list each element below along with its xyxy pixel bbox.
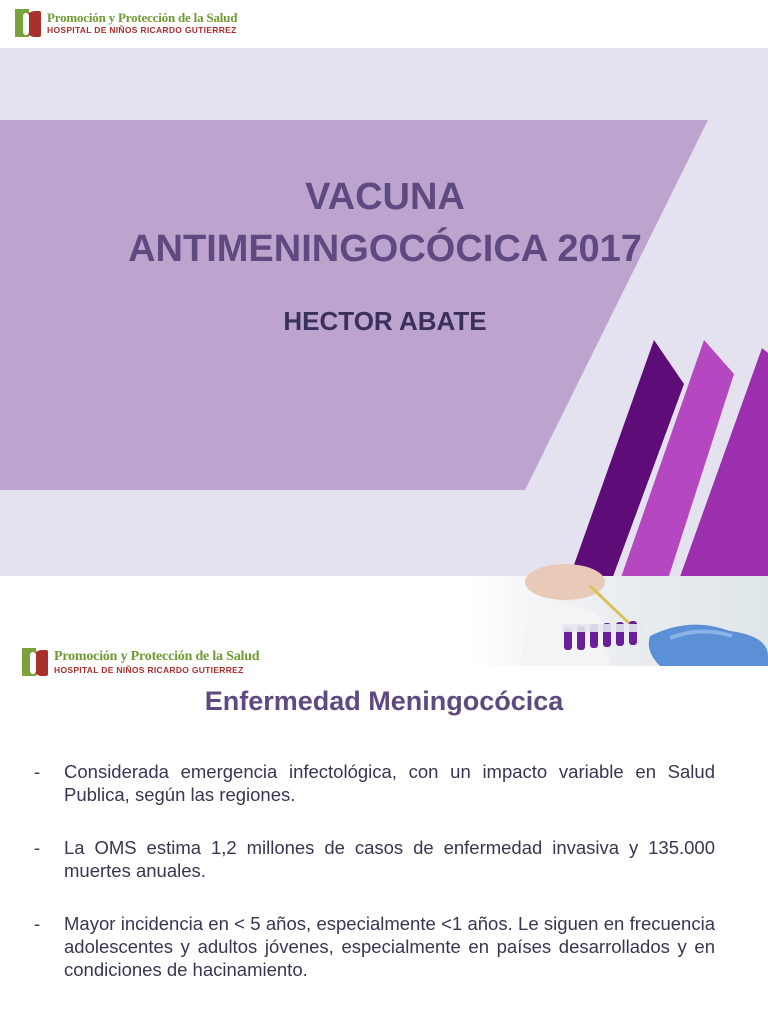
bullet-marker: - xyxy=(34,837,41,858)
bullet-text: La OMS estima 1,2 millones de casos de enfermedad invasiva y 135.000 muertes anuales. xyxy=(64,837,715,881)
list-item xyxy=(34,912,715,981)
slide-hospital-logo xyxy=(22,648,259,676)
top-header xyxy=(0,0,768,48)
slide-author: HECTOR ABATE xyxy=(283,306,487,336)
list-item xyxy=(34,836,715,882)
title-slide xyxy=(0,48,768,675)
logo-hospital: HOSPITAL DE NIÑOS RICARDO GUTIERREZ xyxy=(54,664,244,675)
hospital-logo xyxy=(15,9,237,37)
bullet-list xyxy=(34,760,715,1011)
bullet-text: Considerada emergencia infectológica, con un impacto variable en Salud Publica, según las regiones. xyxy=(64,761,715,805)
bullet-marker: - xyxy=(34,761,41,782)
bullet-text: Mayor incidencia en < 5 años, especialmente <1 años. Le siguen en frecuencia adolescentes y adultos jóvenes, especialmente en países desarrollados y en condiciones de hacinamiento. xyxy=(64,913,715,980)
logo-text xyxy=(47,11,237,35)
logo-name: Promoción y Protección de la Salud xyxy=(47,10,238,26)
bullet-marker: - xyxy=(34,913,41,934)
logo-name: Promoción y Protección de la Salud xyxy=(54,648,260,664)
slide-decoration xyxy=(0,48,768,666)
logo-text xyxy=(54,650,259,675)
hospital-logo-icon xyxy=(15,9,43,37)
hospital-logo-icon xyxy=(22,648,50,676)
slide-title-line2: ANTIMENINGOCÓCICA 2017 xyxy=(128,228,642,270)
logo-hospital: HOSPITAL DE NIÑOS RICARDO GUTIERREZ xyxy=(47,25,237,36)
lab-photo xyxy=(470,576,768,666)
slide-title-line1: VACUNA xyxy=(305,176,465,218)
list-item xyxy=(34,760,715,806)
section-heading: Enfermedad Meningocócica xyxy=(204,686,564,716)
